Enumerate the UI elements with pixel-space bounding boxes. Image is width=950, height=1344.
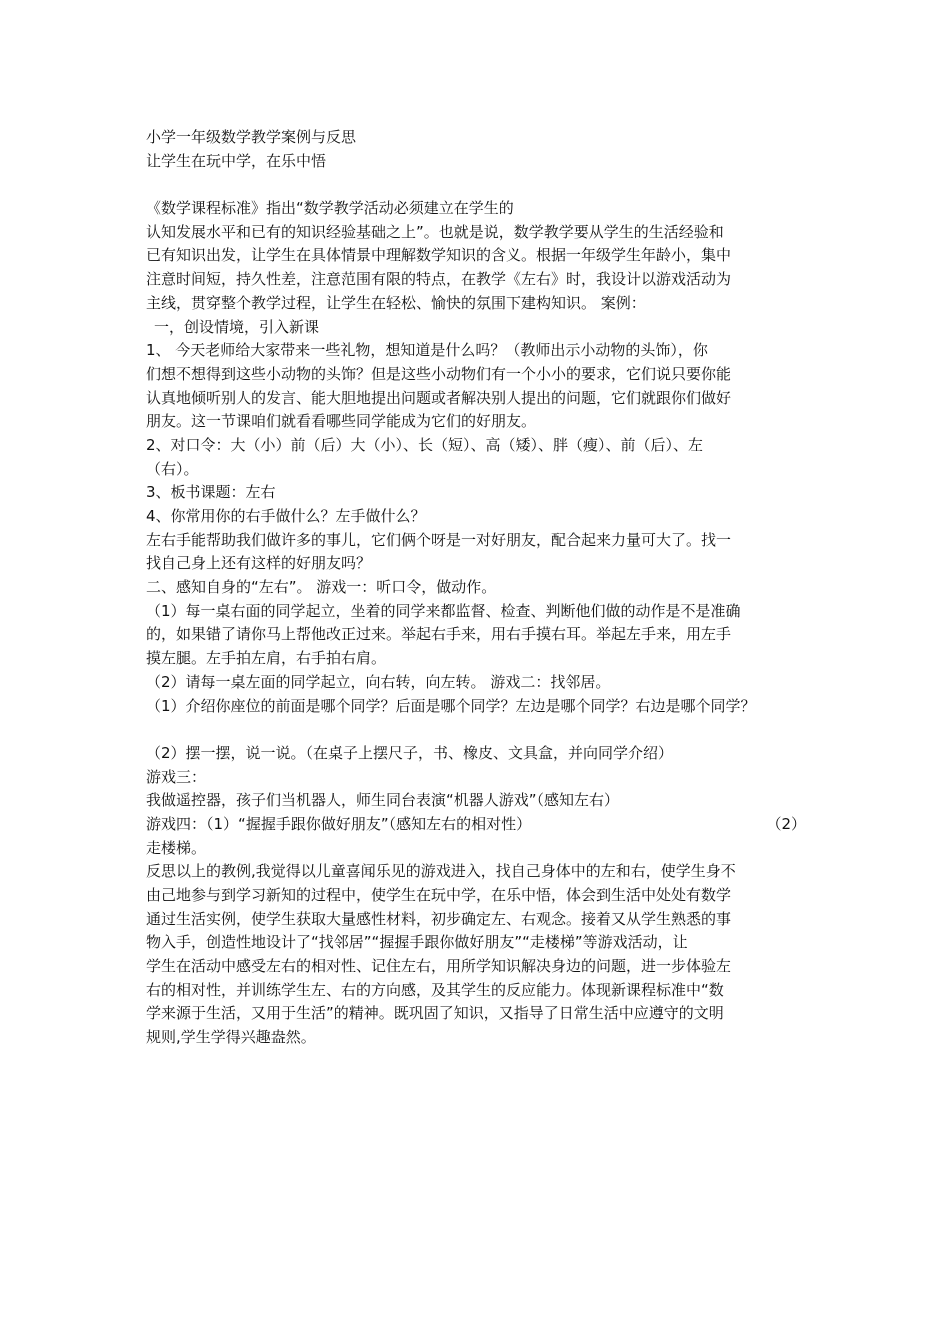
paragraph-line: 主线，贯穿整个教学过程，让学生在轻松、愉快的氛围下建构知识。 案例： [146,293,646,312]
paragraph-line: （2）请每一桌左面的同学起立，向右转，向左转。 游戏二：找邻居。 [146,672,611,691]
paragraph-line: 反思以上的教例,我觉得以儿童喜闻乐见的游戏进入，找自己身体中的左和右，使学生身不 [146,862,736,881]
section-heading: 二、感知自身的“左右”。 游戏一：听口令，做动作。 [146,578,497,597]
paragraph-line: 4、你常用你的右手做什么？左手做什么？ [146,507,426,525]
paragraph-line: 注意时间短，持久性差，注意范围有限的特点，在教学《左右》时，我设计以游戏活动为 [146,270,732,289]
paragraph-line: 通过生活实例，使学生获取大量感性材料，初步确定左、右观念。接着又从学生熟悉的事 [146,909,732,928]
paragraph-line: 3、板书课题：左右 [146,483,276,502]
paragraph-line: 认知发展水平和已有的知识经验基础之上”。也就是说，数学教学要从学生的生活经验和 [146,222,724,241]
paragraph-line: 已有知识出发，让学生在具体情景中理解数学知识的含义。根据一年级学生年龄小，集中 [146,246,732,265]
document-title: 小学一年级数学教学案例与反思 [146,128,357,146]
paragraph-line: 1、 今天老师给大家带来一些礼物，想知道是什么吗？（教师出示小动物的头饰），你 [146,341,708,360]
paragraph-line: 左右手能帮助我们做许多的事儿，它们俩个呀是一对好朋友，配合起来力量可大了。找一 [146,530,732,549]
paragraph-line: 由己地参与到学习新知的过程中，使学生在玩中学，在乐中悟，体会到生活中处处有数学 [146,886,732,904]
paragraph-line: 我做遥控器，孩子们当机器人，师生同台表演“机器人游戏”（感知左右） [146,791,620,810]
paragraph-line: 学来源于生活，又用于生活”的精神。既巩固了知识，又指导了日常生活中应遵守的文明 [146,1004,724,1023]
paragraph-line: 朋友。这一节课咱们就看看哪些同学能成为它们的好朋友。 [146,412,537,431]
paragraph-line: 找自己身上还有这样的好朋友吗？ [146,554,372,573]
paragraph-line: （1）介绍你座位的前面是哪个同学？后面是哪个同学？左边是哪个同学？右边是哪个同学？ [146,696,756,715]
paragraph-line: 走楼梯。 [146,838,207,857]
paragraph-line: （2）摆一摆，说一说。（在桌子上摆尺子，书、橡皮、文具盒，并向同学介绍） [146,743,674,762]
game4-line [146,813,806,837]
paragraph-line: 的，如果错了请你马上帮他改正过来。举起右手来，用右手摸右耳。举起左手来，用左手 [146,625,732,644]
paragraph-line: 物入手，创造性地设计了“找邻居”“握握手跟你做好朋友”“走楼梯”等游戏活动，让 [146,933,688,952]
paragraph-line: 们想不想得到这些小动物的头饰？但是这些小动物们有一个小小的要求，它们说只要你能 [146,364,732,383]
paragraph-line: 认真地倾听别人的发言、能大胆地提出问题或者解决别人提出的问题，它们就跟你们做好 [146,388,732,407]
document-subtitle: 让学生在玩中学，在乐中悟 [146,151,327,170]
paragraph-line: （1）每一桌右面的同学起立，坐着的同学来都监督、检查、判断他们做的动作是不是准确 [146,601,741,620]
paragraph-line: 游戏三： [146,767,207,786]
paragraph-line: 《数学课程标准》指出“数学教学活动必须建立在学生的 [146,199,514,218]
game4-right-text: （2） [766,814,806,833]
blank-line [146,718,806,742]
paragraph-line: 摸左腿。左手拍左肩，右手拍右肩。 [146,649,387,668]
paragraph-line: （右）。 [146,459,199,478]
document-body [146,126,806,1050]
paragraph-line: 学生在活动中感受左右的相对性、记住左右，用所学知识解决身边的问题，进一步体验左 [146,957,732,976]
paragraph-line: 右的相对性，并训练学生左、右的方向感，及其学生的反应能力。体现新课程标准中“数 [146,980,724,999]
paragraph-line: 规则,学生学得兴趣盎然。 [146,1028,316,1047]
paragraph-line: 2、对口令：大（小）前（后）大（小）、长（短）、高（矮）、胖（瘦）、前（后）、左 [146,435,704,454]
game4-left-text: 游戏四：（1）“握握手跟你做好朋友”（感知左右的相对性） [146,814,532,833]
section-heading: 一，创设情境，引入新课 [154,317,320,336]
blank-line [146,173,806,197]
